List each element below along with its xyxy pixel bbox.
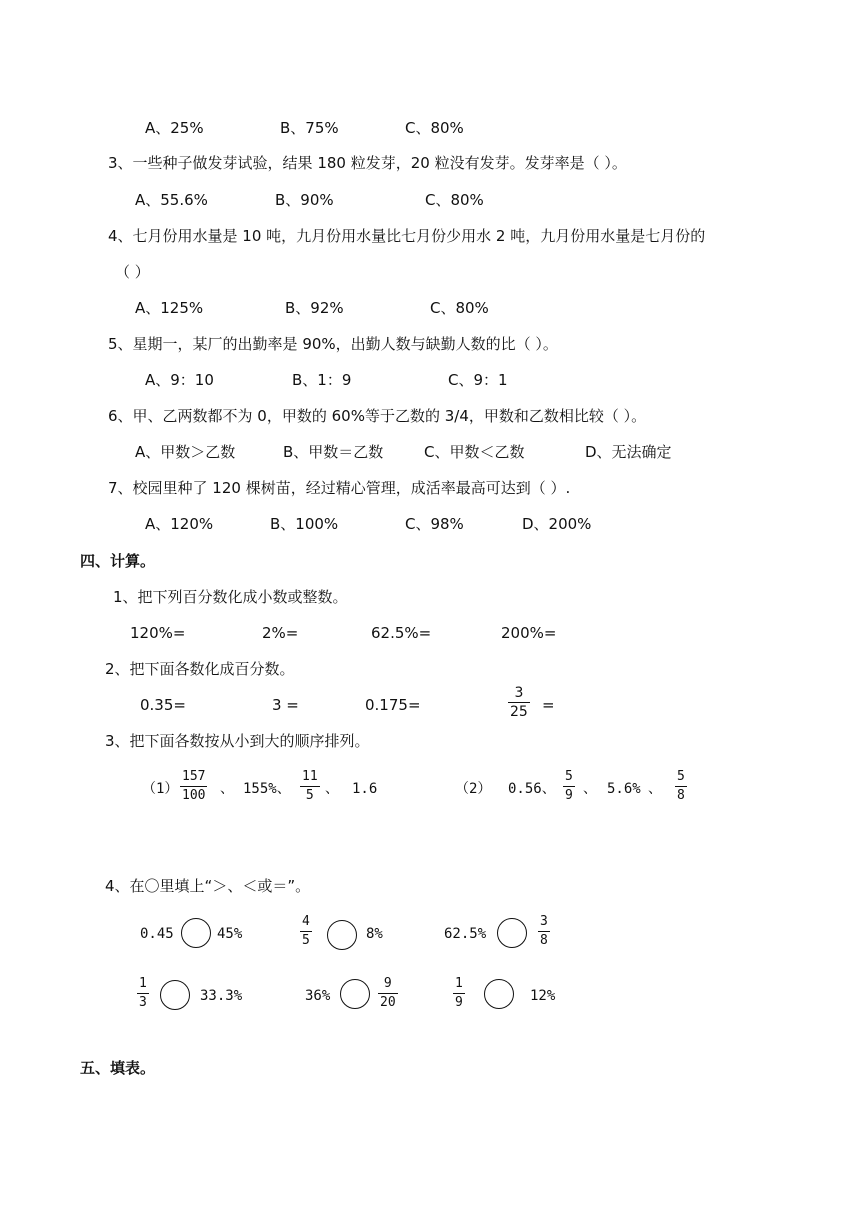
q2-option-a: A、25%: [145, 119, 204, 137]
fraction-bar: [137, 993, 149, 994]
question-3: 3、一些种子做发芽试验，结果 180 粒发芽，20 粒没有发芽。发芽率是（ ）。: [108, 154, 627, 172]
p3-g2-fraction-1: [563, 769, 575, 804]
q7-option-a: A、120%: [145, 515, 214, 533]
p4-r1-b: 45%: [217, 926, 243, 942]
fraction-numerator: 11: [302, 769, 318, 784]
q4-option-b: B、92%: [285, 299, 344, 317]
q3-option-b: B、90%: [275, 191, 334, 209]
p2-fraction-equals: =: [542, 696, 555, 714]
section-4-heading: 四、计算。: [80, 552, 156, 570]
problem-4-4: 4、在〇里填上“＞、＜或＝”。: [105, 877, 311, 895]
q6-option-b: B、甲数＝乙数: [283, 443, 384, 461]
q5-option-c: C、9：1: [448, 371, 508, 389]
q2-option-c: C、80%: [405, 119, 464, 137]
fraction-denominator: 20: [380, 995, 396, 1010]
problem-4-2: 2、把下面各数化成百分数。: [105, 660, 295, 678]
p3-g1-value-3: 1.6: [352, 781, 378, 797]
compare-circle[interactable]: [160, 980, 190, 1010]
fraction-bar: [508, 702, 530, 703]
p4-r2-d-fraction: [378, 976, 398, 1011]
question-6: 6、甲、乙两数都不为 0，甲数的 60%等于乙数的 3/4，甲数和乙数相比较（ ）。: [108, 407, 647, 425]
p3-g1-fraction-2: [300, 769, 320, 804]
question-4-blank: （ ）: [115, 263, 150, 281]
fraction-numerator: 9: [383, 976, 392, 991]
fraction-numerator: 5: [677, 769, 685, 784]
q5-option-b: B、1：9: [292, 371, 352, 389]
p4-r2-a-fraction: [137, 976, 149, 1011]
p3-g2-fraction-2: [675, 769, 687, 804]
p3-g2-sep-2: 、: [648, 781, 662, 797]
p3-g1-value-2: 155%、: [243, 781, 291, 797]
p3-g2-value-1: 0.56、: [508, 781, 556, 797]
fraction-denominator: 9: [565, 788, 573, 803]
fraction-numerator: 5: [565, 769, 573, 784]
q4-option-c: C、80%: [430, 299, 489, 317]
compare-circle[interactable]: [497, 918, 527, 948]
fraction-bar: [563, 786, 575, 787]
p2-fraction: [508, 685, 530, 720]
p2-item-2: 3 =: [272, 696, 299, 714]
q7-option-b: B、100%: [270, 515, 339, 533]
question-7: 7、校园里种了 120 棵树苗，经过精心管理，成活率最高可达到（ ）.: [108, 479, 571, 497]
question-5: 5、星期一，某厂的出勤率是 90%，出勤人数与缺勤人数的比（ ）。: [108, 335, 558, 353]
problem-4-1: 1、把下列百分数化成小数或整数。: [113, 588, 348, 606]
p4-r1-f-fraction: [538, 914, 550, 949]
question-4: 4、七月份用水量是 10 吨，九月份用水量比七月份少用水 2 吨，九月份用水量是七月份的: [108, 227, 706, 245]
fraction-bar: [538, 931, 550, 932]
q6-option-d: D、无法确定: [585, 443, 672, 461]
p3-g1-sep-1: 、: [220, 781, 234, 797]
fraction-bar: [453, 993, 465, 994]
fraction-denominator: 100: [182, 788, 206, 803]
compare-circle[interactable]: [327, 920, 357, 950]
p4-r1-e: 62.5%: [444, 926, 487, 942]
fraction-numerator: 1: [455, 976, 463, 991]
p4-r1-a: 0.45: [140, 926, 174, 942]
p3-g2-label: （2）: [455, 781, 492, 797]
compare-circle[interactable]: [484, 979, 514, 1009]
fraction-bar: [378, 993, 398, 994]
fraction-bar: [300, 786, 320, 787]
fraction-denominator: 9: [455, 995, 463, 1010]
p3-g1-label: （1）: [142, 781, 179, 797]
q6-option-c: C、甲数＜乙数: [424, 443, 525, 461]
p3-g2-sep-1: 、: [583, 781, 597, 797]
fraction-denominator: 5: [305, 788, 314, 803]
fraction-numerator: 157: [182, 769, 206, 784]
problem-4-3: 3、把下面各数按从小到大的顺序排列。: [105, 732, 370, 750]
section-5-heading: 五、填表。: [80, 1059, 156, 1077]
p1-item-4: 200%=: [501, 624, 557, 642]
fraction-denominator: 8: [540, 933, 548, 948]
q3-option-a: A、55.6%: [135, 191, 208, 209]
p4-r2-b: 33.3%: [200, 988, 243, 1004]
p3-g1-sep-2: 、: [325, 781, 339, 797]
fraction-bar: [675, 786, 687, 787]
fraction-numerator: 3: [514, 685, 524, 701]
q4-option-a: A、125%: [135, 299, 204, 317]
fraction-numerator: 1: [139, 976, 147, 991]
p1-item-3: 62.5%=: [371, 624, 432, 642]
fraction-denominator: 8: [677, 788, 685, 803]
p3-g1-fraction-1: [180, 769, 207, 804]
q6-option-a: A、甲数＞乙数: [135, 443, 236, 461]
fraction-numerator: 3: [540, 914, 548, 929]
q3-option-c: C、80%: [425, 191, 484, 209]
fraction-numerator: 4: [302, 914, 310, 929]
q7-option-c: C、98%: [405, 515, 464, 533]
compare-circle[interactable]: [181, 918, 211, 948]
compare-circle[interactable]: [340, 979, 370, 1009]
p4-r1-d: 8%: [366, 926, 383, 942]
p1-item-1: 120%=: [130, 624, 186, 642]
fraction-bar: [300, 931, 312, 932]
p4-r2-c: 36%: [305, 988, 331, 1004]
fraction-bar: [180, 786, 207, 787]
q7-option-d: D、200%: [522, 515, 592, 533]
fraction-denominator: 25: [510, 704, 528, 720]
p1-item-2: 2%=: [262, 624, 299, 642]
fraction-denominator: 3: [139, 995, 147, 1010]
p4-r2-f: 12%: [530, 988, 556, 1004]
p2-item-1: 0.35=: [140, 696, 186, 714]
p2-item-3: 0.175=: [365, 696, 421, 714]
p4-r2-e-fraction: [453, 976, 465, 1011]
q2-option-b: B、75%: [280, 119, 339, 137]
q5-option-a: A、9：10: [145, 371, 214, 389]
fraction-denominator: 5: [302, 933, 310, 948]
p4-r1-c-fraction: [300, 914, 312, 949]
p3-g2-value-2: 5.6%: [607, 781, 641, 797]
